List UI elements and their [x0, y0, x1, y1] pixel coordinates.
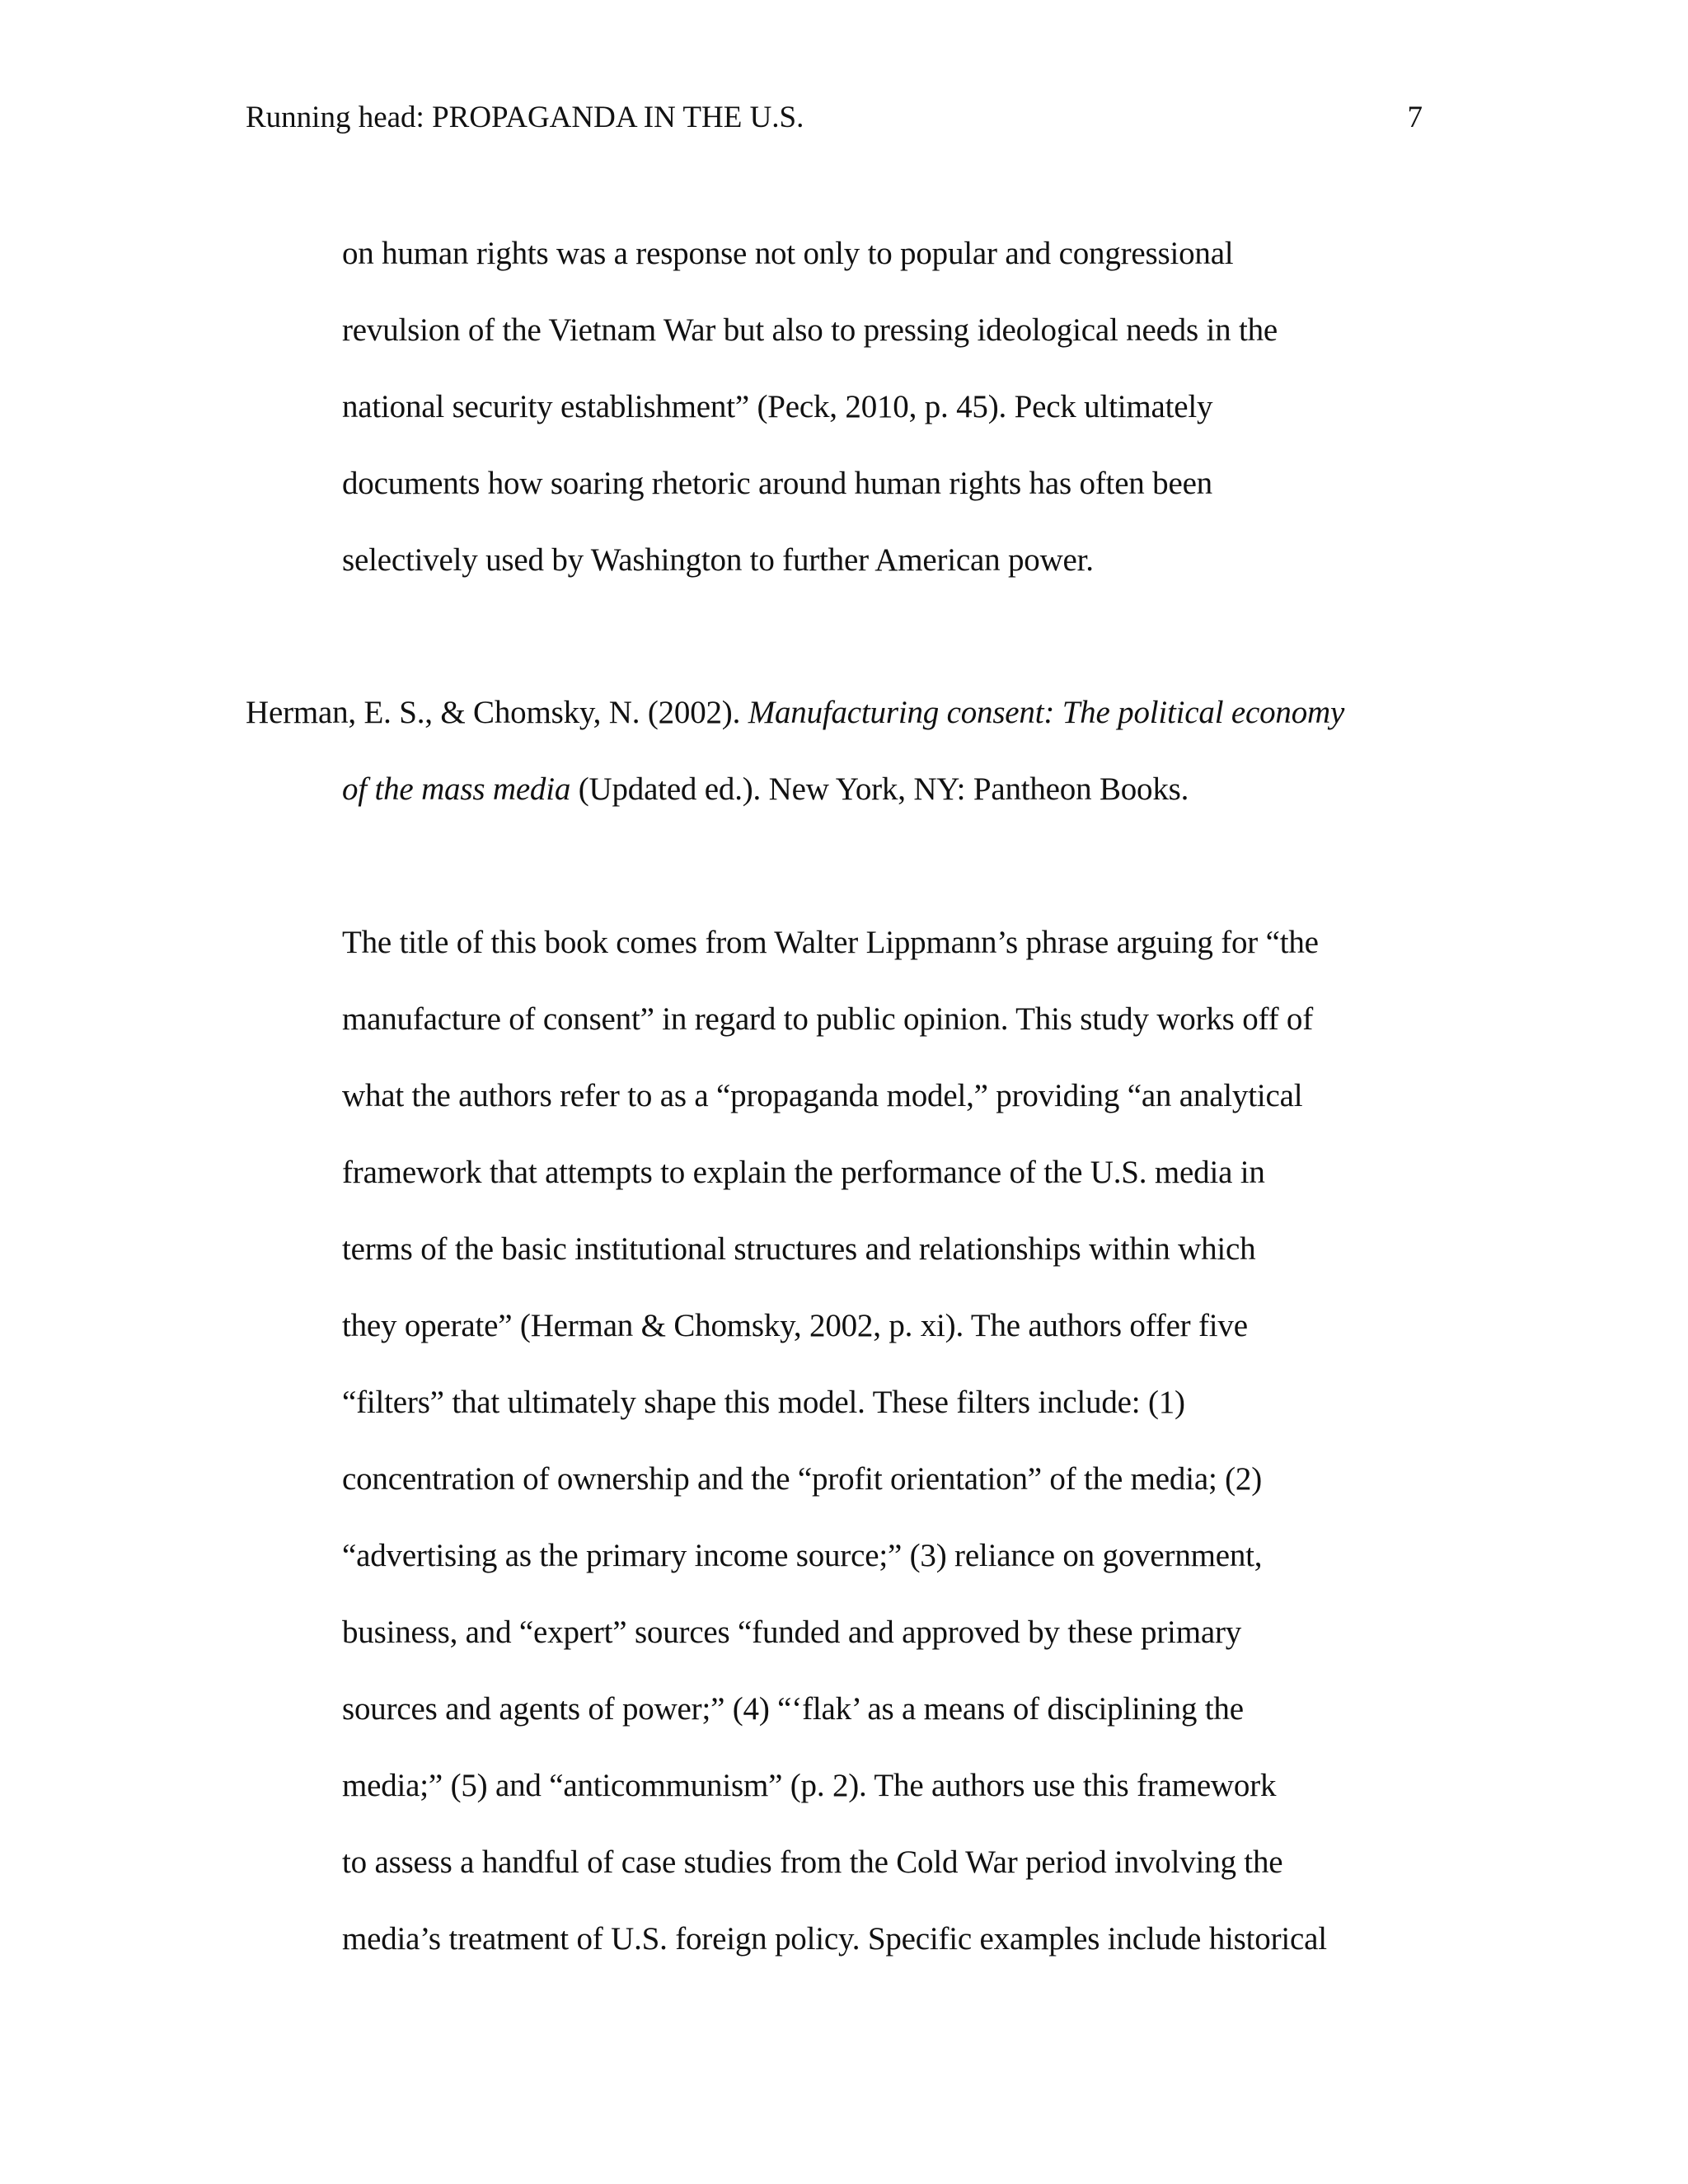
text-line: revulsion of the Vietnam War but also to pressing ideological needs in the [342, 312, 1278, 348]
text-line: terms of the basic institutional structures and relationships within which [342, 1231, 1256, 1267]
text-line: “advertising as the primary income source;” (3) reliance on government, [342, 1538, 1263, 1573]
text-line: media’s treatment of U.S. foreign policy. Specific examples include historical [342, 1921, 1327, 1957]
citation-line [342, 767, 1189, 812]
running-head: Running head: PROPAGANDA IN THE U.S. [246, 101, 804, 134]
text-line: sources and agents of power;” (4) “‘flak’ as a means of disciplining the [342, 1691, 1244, 1727]
text-line: business, and “expert” sources “funded and approved by these primary [342, 1615, 1242, 1650]
text-line: what the authors refer to as a “propaganda model,” providing “an analytical [342, 1078, 1303, 1113]
text-line: to assess a handful of case studies from the Cold War period involving the [342, 1844, 1283, 1880]
page-header [246, 97, 1423, 138]
text-line: “filters” that ultimately shape this model. These filters include: (1) [342, 1385, 1185, 1420]
text-line: framework that attempts to explain the performance of the U.S. media in [342, 1155, 1265, 1190]
text-line: selectively used by Washington to further American power. [342, 542, 1094, 578]
citation-authors: Herman, E. S., & Chomsky, N. (2002). [246, 695, 748, 730]
text-line: national security establishment” (Peck, 2010, p. 45). Peck ultimately [342, 389, 1213, 424]
text-line: on human rights was a response not only to popular and congressional [342, 236, 1234, 271]
text-line: The title of this book comes from Walter Lippmann’s phrase arguing for “the [342, 925, 1319, 960]
text-line: concentration of ownership and the “profit orientation” of the media; (2) [342, 1461, 1263, 1497]
text-line: media;” (5) and “anticommunism” (p. 2). The authors use this framework [342, 1768, 1277, 1803]
citation-publisher: (Updated ed.). New York, NY: Pantheon Books. [570, 771, 1189, 807]
text-line: documents how soaring rhetoric around human rights has often been [342, 466, 1212, 501]
text-line: they operate” (Herman & Chomsky, 2002, p. xi). The authors offer five [342, 1308, 1248, 1343]
citation-title-continued: of the mass media [342, 771, 571, 807]
citation-line [246, 691, 1344, 735]
text-line: manufacture of consent” in regard to public opinion. This study works off of [342, 1001, 1314, 1037]
page-number: 7 [1407, 101, 1423, 134]
citation-title: Manufacturing consent: The political economy [748, 695, 1345, 730]
